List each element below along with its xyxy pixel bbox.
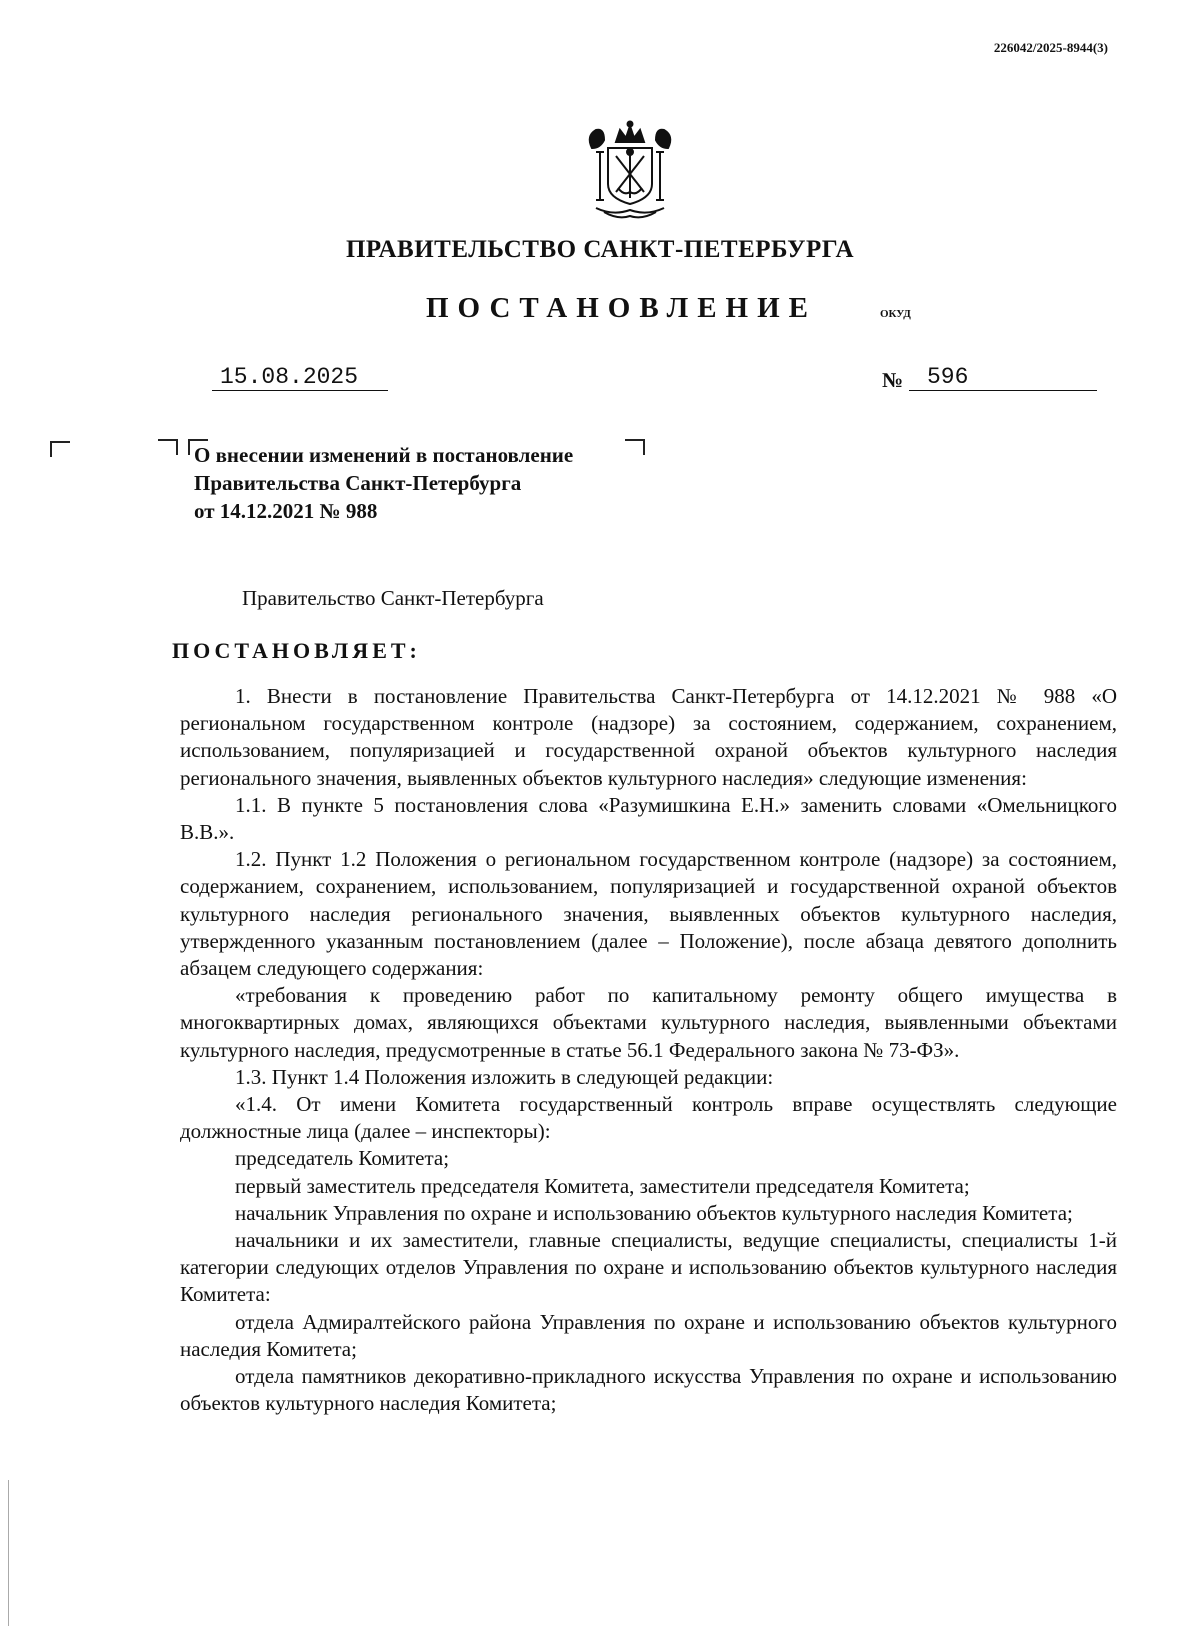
paragraph: отдела Адмиралтейского района Управления по охране и использованию объектов культурного наследия Комитета; <box>180 1309 1117 1361</box>
scan-edge-line <box>8 1480 9 1626</box>
decree-subject <box>194 441 573 525</box>
paragraph: начальник Управления по охране и использованию объектов культурного наследия Комитета; <box>235 1200 1073 1225</box>
resolves-heading: ПОСТАНОВЛЯЕТ: <box>172 638 421 663</box>
okud-label: ОКУД <box>880 308 911 320</box>
margin-corner-mark <box>158 439 178 455</box>
document-type-title: ПОСТАНОВЛЕНИЕ <box>426 292 818 324</box>
government-title: ПРАВИТЕЛЬСТВО САНКТ-ПЕТЕРБУРГА <box>345 236 855 263</box>
margin-corner-mark <box>625 439 645 455</box>
subject-line: О внесении изменений в постановление <box>194 443 574 467</box>
paragraph: «требования к проведению работ по капитальному ремонту общего имущества в многоквартирных домах, являющихся объектами культурного наследия, выявленными объектами культурного наследия, предусмотренные в статье 56.1 Федерального закона № 73-ФЗ». <box>180 983 1117 1062</box>
coat-of-arms-icon <box>578 118 682 222</box>
paragraph: 1. Внести в постановление Правительства Санкт-Петербурга от 14.12.2021 № 988 «О региональном государственном контроле (надзоре) за состоянием, содержанием, сохранением, использованием, популяризацией и государственной охраной объектов культурного наследия регионального значения, выявленных объектов культурного наследия» следующие изменения: <box>180 684 1117 790</box>
paragraph: 1.2. Пункт 1.2 Положения о региональном государственном контроле (надзоре) за состоянием, содержанием, сохранением, использованием, популяризацией и государственной охраной объектов культурного наследия регионального значения, выявленных объектов культурного наследия, утвержденного указанным постановлением (далее – Положение), после абзаца девятого дополнить абзацем следующего содержания: <box>180 847 1117 981</box>
paragraph: первый заместитель председателя Комитета, заместители председателя Комитета; <box>235 1173 970 1198</box>
subject-line: Правительства Санкт-Петербурга <box>194 471 522 495</box>
document-registration-number: 226042/2025-8944(3) <box>993 40 1108 55</box>
preamble: Правительство Санкт-Петербурга <box>242 586 544 610</box>
margin-corner-mark <box>50 441 70 457</box>
paragraph: отдела памятников декоративно-прикладного искусства Управления по охране и использованию объектов культурного наследия Комитета; <box>180 1364 1117 1416</box>
subject-line: от 14.12.2021 № 988 <box>194 499 378 523</box>
number-label: № <box>882 368 904 392</box>
paragraph: 1.3. Пункт 1.4 Положения изложить в следующей редакции: <box>235 1064 774 1089</box>
decree-number: 596 <box>909 364 1097 391</box>
decree-body <box>180 683 1117 1417</box>
paragraph: 1.1. В пункте 5 постановления слова «Разумишкина Е.Н.» заменить словами «Омельницкого В.В.». <box>180 792 1117 845</box>
paragraph: председатель Комитета; <box>235 1146 450 1171</box>
decree-date: 15.08.2025 <box>212 364 388 391</box>
paragraph: «1.4. От имени Комитета государственный контроль вправе осуществлять следующие должностные лица (далее – инспекторы): <box>180 1092 1117 1144</box>
paragraph: начальники и их заместители, главные специалисты, ведущие специалисты, специалисты 1-й категории следующих отделов Управления по охране и использованию объектов культурного наследия Комитета: <box>180 1228 1117 1307</box>
